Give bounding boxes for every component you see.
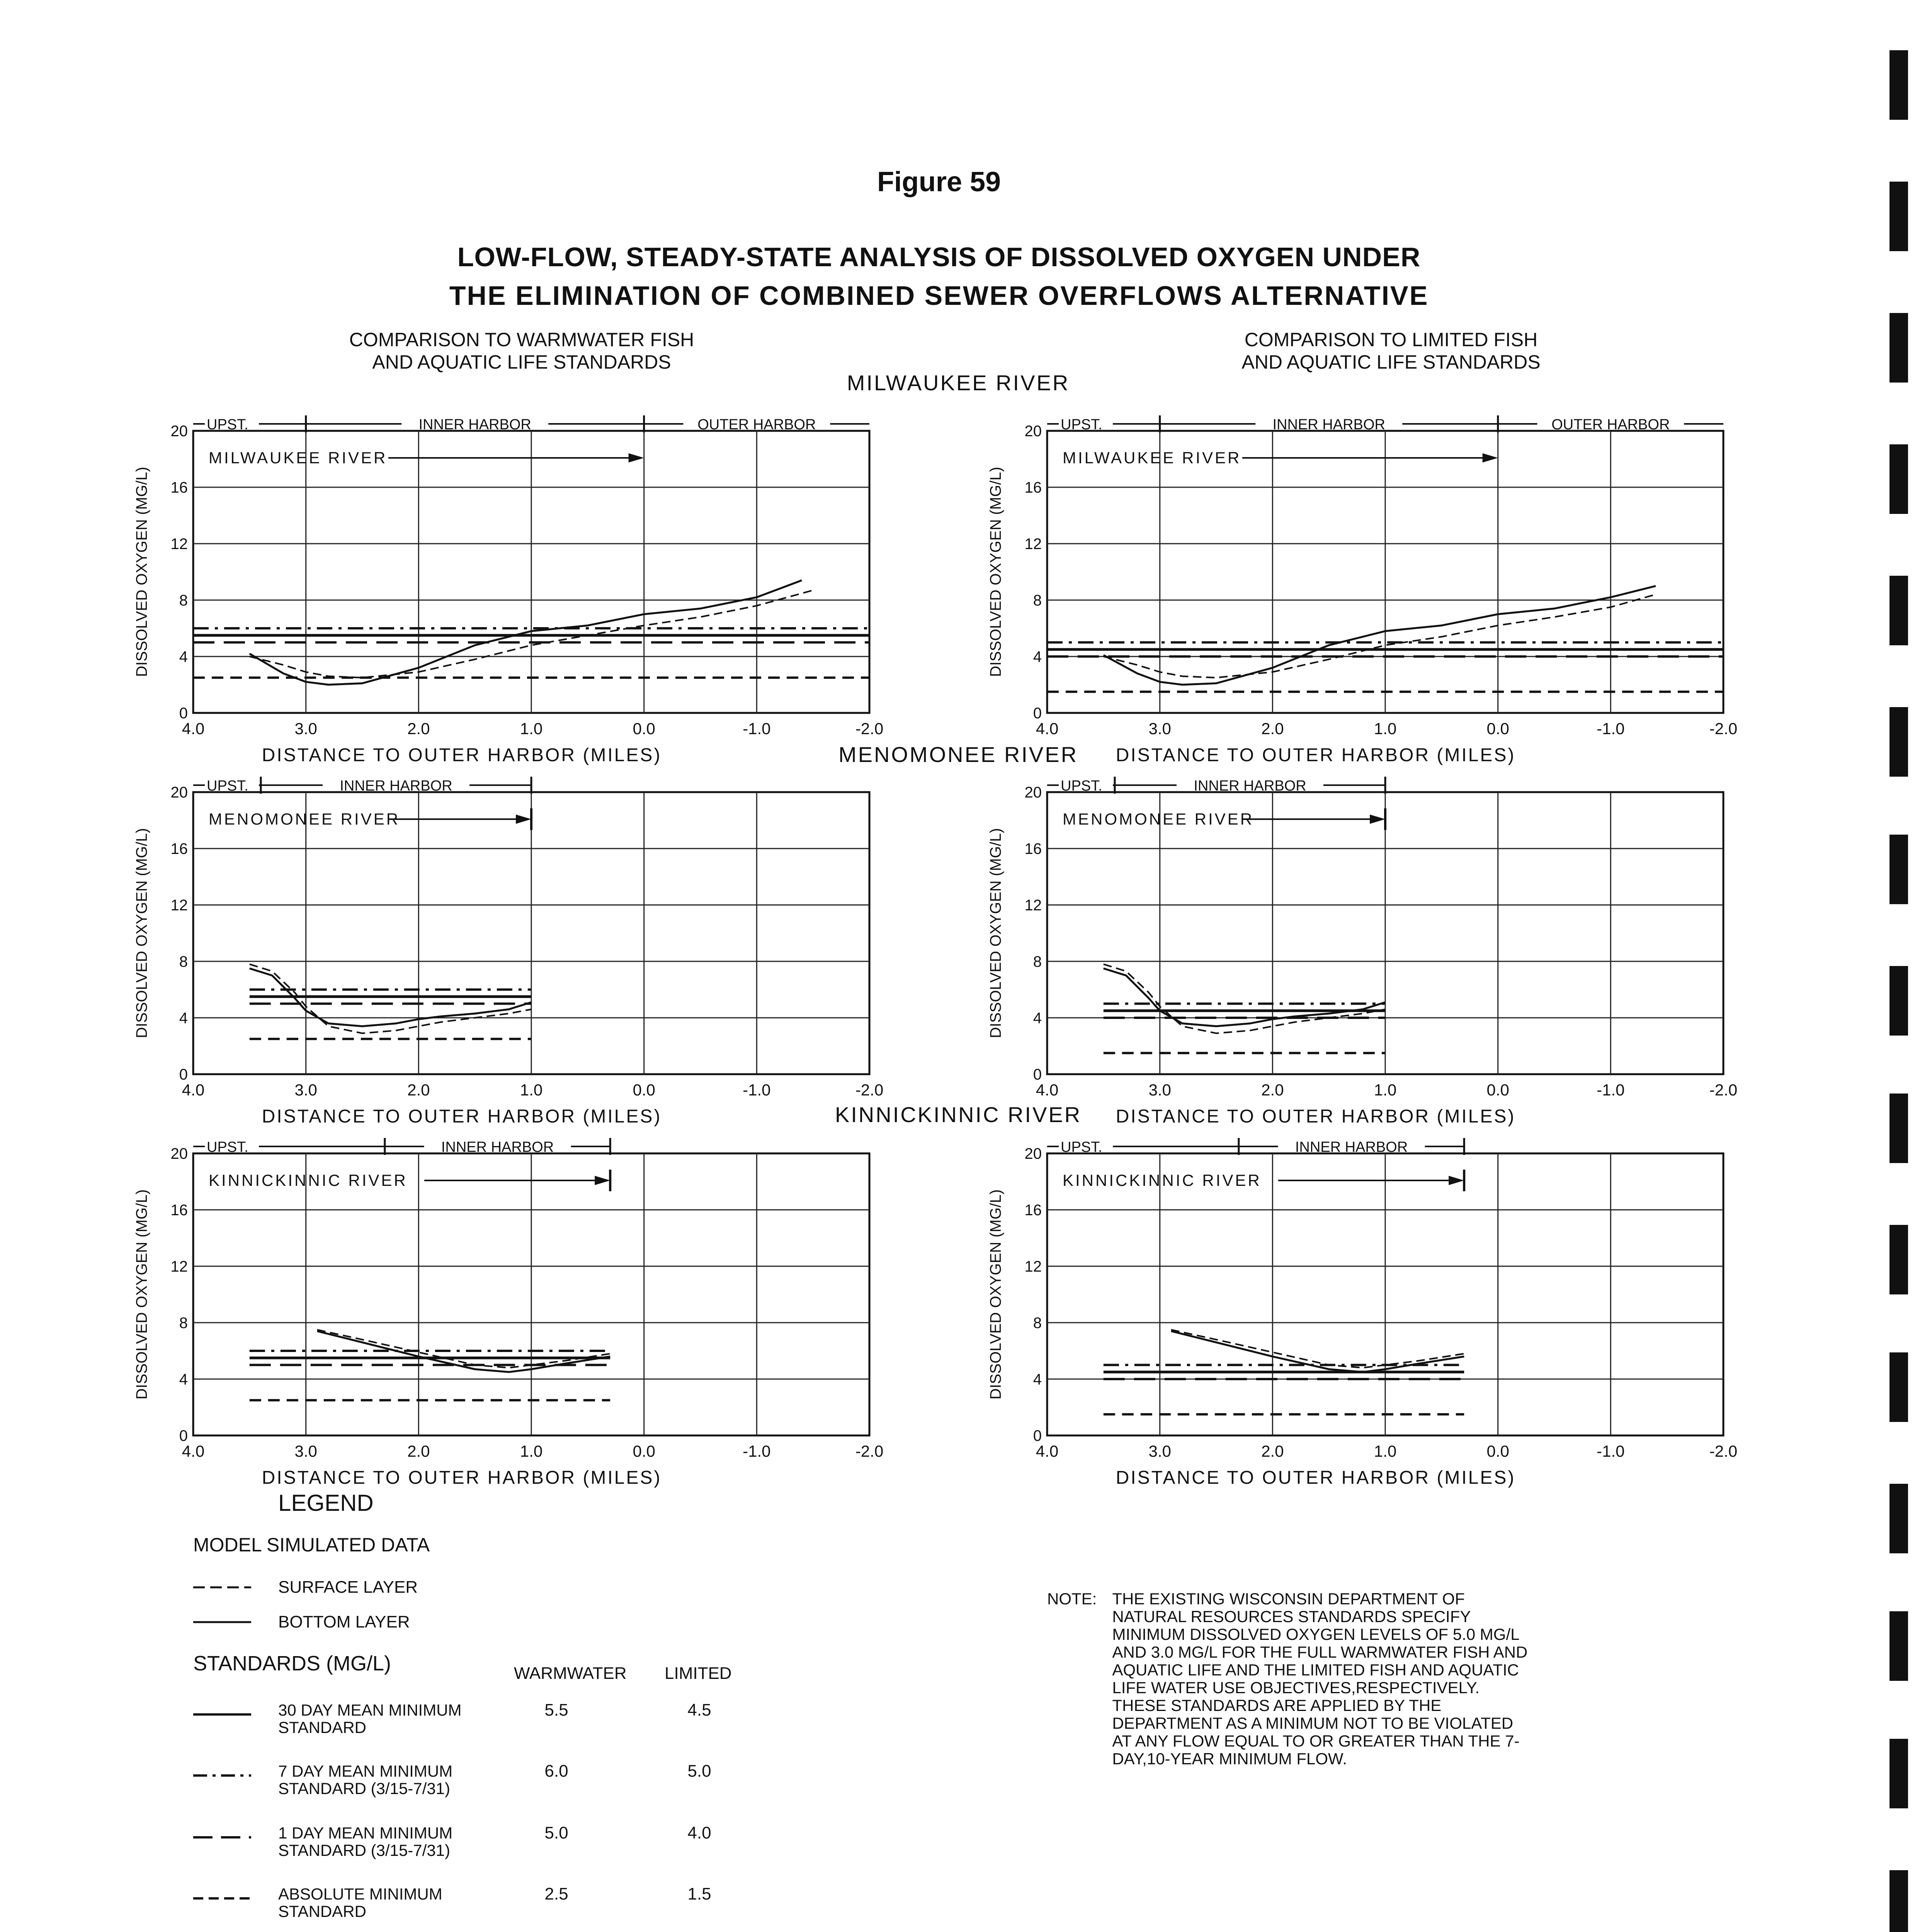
zone-label-upstream: UPST. — [207, 417, 248, 433]
x-tick-label: -2.0 — [855, 719, 884, 738]
binder-mark — [1889, 576, 1908, 645]
y-tick-label: 0 — [179, 1427, 188, 1444]
x-axis-label: DISTANCE TO OUTER HARBOR (MILES) — [262, 1468, 662, 1488]
binder-mark — [1889, 1225, 1908, 1294]
river-arrow-head — [629, 453, 644, 463]
x-tick-label: 3.0 — [294, 1442, 317, 1460]
x-axis-label: DISTANCE TO OUTER HARBOR (MILES) — [1116, 1468, 1516, 1488]
x-tick-label: 1.0 — [520, 1442, 543, 1460]
x-tick-label: 0.0 — [633, 719, 655, 738]
zone-label-inner-harbor: INNER HARBOR — [1272, 417, 1385, 433]
zone-label-upstream: UPST. — [1061, 417, 1102, 433]
legend-absolute-label-2: STANDARD — [278, 1902, 366, 1920]
y-tick-label: 12 — [1024, 897, 1042, 914]
river-arrow-head — [1483, 453, 1498, 463]
limited-heading-line-1: COMPARISON TO LIMITED FISH — [1244, 329, 1538, 350]
chart-menomonee-limited — [985, 771, 1738, 1127]
note-text: THE EXISTING WISCONSIN DEPARTMENT OF NATURAL RESOURCES STANDARDS SPECIFY MINIMUM DISSOLVED OXYGEN LEVELS OF 5.0 MG/L AND 3.0 MG/L FOR THE FULL WARMWATER FISH AND AQUATIC LIFE AND THE LIMITED FISH AND AQUATIC LIFE WATER USE OBJECTIVES,RESPECTIVELY. THESE STANDARDS ARE APPLIED BY THE DEPARTMENT AS A MINIMUM NOT TO BE VIOLATED AT ANY FLOW EQUAL TO OR GREATER THAN THE 7-DAY,10-YEAR MINIMUM FLOW. — [1112, 1590, 1528, 1768]
y-tick-label: 4 — [179, 1010, 188, 1027]
river-name-label: MENOMONEE RIVER — [1063, 810, 1254, 828]
limited-column-heading — [1159, 328, 1623, 373]
series-bottom-layer — [250, 580, 802, 685]
legend-7day-label-2: STANDARD (3/15-7/31) — [278, 1779, 451, 1798]
series-surface-layer — [250, 964, 531, 1033]
x-tick-label: 4.0 — [182, 719, 205, 738]
y-tick-label: 0 — [1033, 705, 1042, 722]
x-tick-label: 3.0 — [1148, 719, 1171, 738]
y-tick-label: 4 — [1033, 1371, 1042, 1388]
x-tick-label: 4.0 — [1036, 719, 1059, 738]
zone-label-outer-harbor: OUTER HARBOR — [697, 417, 816, 433]
x-tick-label: -2.0 — [855, 1081, 884, 1099]
river-name-label: KINNICKINNIC RIVER — [1063, 1171, 1262, 1189]
river-arrow-head — [1449, 1176, 1464, 1185]
legend-7day-limited: 5.0 — [687, 1762, 711, 1781]
binder-mark — [1889, 444, 1908, 514]
y-tick-label: 8 — [1033, 953, 1042, 970]
x-tick-label: -1.0 — [743, 719, 771, 738]
x-tick-label: 2.0 — [407, 1442, 430, 1460]
binder-mark — [1889, 1094, 1908, 1163]
binder-mark — [1889, 1870, 1908, 1932]
y-tick-label: 8 — [1033, 592, 1042, 609]
legend-absolute-label-1: ABSOLUTE MINIMUM — [278, 1885, 442, 1903]
legend-col-limited: LIMITED — [665, 1664, 732, 1683]
x-tick-label: 0.0 — [633, 1081, 655, 1099]
legend-standards-heading: STANDARDS (MG/L) — [193, 1652, 391, 1675]
zone-label-inner-harbor: INNER HARBOR — [418, 417, 531, 433]
river-arrow-head — [516, 815, 531, 824]
series-surface-layer — [1171, 1330, 1464, 1368]
y-tick-label: 16 — [1024, 479, 1042, 496]
x-tick-label: 3.0 — [294, 719, 317, 738]
x-tick-label: -1.0 — [1597, 719, 1625, 738]
y-tick-label: 20 — [170, 784, 188, 801]
series-surface-layer — [1104, 594, 1656, 677]
binder-mark — [1889, 1739, 1908, 1808]
y-axis-label: DISSOLVED OXYGEN (MG/L) — [987, 828, 1004, 1038]
zone-label-outer-harbor: OUTER HARBOR — [1551, 417, 1670, 433]
x-tick-label: -1.0 — [1597, 1442, 1625, 1460]
x-tick-label: -2.0 — [855, 1442, 884, 1460]
y-axis-label: DISSOLVED OXYGEN (MG/L) — [987, 467, 1004, 677]
x-tick-label: 1.0 — [520, 719, 543, 738]
figure-title-line-2: THE ELIMINATION OF COMBINED SEWER OVERFLOWS ALTERNATIVE — [449, 281, 1429, 311]
zone-label-inner-harbor: INNER HARBOR — [441, 1139, 554, 1155]
y-tick-label: 20 — [1024, 1145, 1042, 1162]
binder-mark — [1889, 835, 1908, 904]
river-heading-milwaukee: MILWAUKEE RIVER — [847, 371, 1070, 395]
binder-mark — [1889, 50, 1908, 120]
warmwater-heading-line-1: COMPARISON TO WARMWATER FISH — [349, 329, 694, 350]
legend-col-warmwater: WARMWATER — [514, 1664, 627, 1683]
zone-label-inner-harbor: INNER HARBOR — [340, 778, 452, 794]
y-tick-label: 4 — [179, 1371, 188, 1388]
x-tick-label: 2.0 — [407, 719, 430, 738]
series-surface-layer — [1104, 964, 1385, 1033]
y-tick-label: 0 — [179, 705, 188, 722]
x-tick-label: 2.0 — [1261, 1081, 1284, 1099]
warmwater-heading-line-2: AND AQUATIC LIFE STANDARDS — [372, 351, 671, 373]
legend-1day-label-2: STANDARD (3/15-7/31) — [278, 1841, 451, 1859]
river-name-label: KINNICKINNIC RIVER — [209, 1171, 408, 1189]
x-tick-label: 1.0 — [1374, 719, 1397, 738]
legend-30day-limited: 4.5 — [687, 1701, 711, 1719]
y-tick-label: 20 — [1024, 784, 1042, 801]
zone-label-upstream: UPST. — [1061, 1139, 1102, 1155]
x-tick-label: 1.0 — [1374, 1081, 1397, 1099]
x-axis-label: DISTANCE TO OUTER HARBOR (MILES) — [1116, 745, 1516, 765]
x-tick-label: 2.0 — [1261, 719, 1284, 738]
note-label: NOTE: — [1047, 1590, 1097, 1608]
x-tick-label: 4.0 — [1036, 1442, 1059, 1460]
zone-label-inner-harbor: INNER HARBOR — [1295, 1139, 1408, 1155]
y-axis-label: DISSOLVED OXYGEN (MG/L) — [987, 1189, 1004, 1400]
legend-30day-warm: 5.5 — [544, 1701, 568, 1719]
y-tick-label: 4 — [1033, 648, 1042, 665]
x-axis-label: DISTANCE TO OUTER HARBOR (MILES) — [262, 745, 662, 765]
x-tick-label: -2.0 — [1709, 1081, 1738, 1099]
x-tick-label: 0.0 — [1486, 1442, 1509, 1460]
legend-30day-label-1: 30 DAY MEAN MINIMUM — [278, 1701, 462, 1719]
x-tick-label: 2.0 — [1261, 1442, 1284, 1460]
x-tick-label: 4.0 — [1036, 1081, 1059, 1099]
x-tick-label: 0.0 — [1486, 1081, 1509, 1099]
limited-heading-line-2: AND AQUATIC LIFE STANDARDS — [1242, 351, 1541, 373]
x-tick-label: 3.0 — [1148, 1442, 1171, 1460]
binder-mark — [1889, 707, 1908, 777]
y-tick-label: 20 — [1024, 423, 1042, 440]
chart-kinnickinnic-limited — [985, 1132, 1738, 1488]
x-tick-label: 3.0 — [294, 1081, 317, 1099]
zone-label-upstream: UPST. — [1061, 778, 1102, 794]
x-axis-label: DISTANCE TO OUTER HARBOR (MILES) — [262, 1106, 662, 1127]
y-tick-label: 8 — [179, 953, 188, 970]
x-tick-label: 1.0 — [520, 1081, 543, 1099]
river-arrow-head — [595, 1176, 610, 1185]
x-tick-label: 2.0 — [407, 1081, 430, 1099]
y-tick-label: 12 — [170, 536, 188, 553]
river-name-label: MILWAUKEE RIVER — [1063, 449, 1242, 467]
chart-milwaukee-limited — [985, 410, 1738, 765]
chart-milwaukee-warmwater — [131, 410, 884, 765]
y-tick-label: 12 — [170, 1258, 188, 1275]
y-tick-label: 8 — [179, 592, 188, 609]
zone-label-inner-harbor: INNER HARBOR — [1194, 778, 1306, 794]
legend-absolute-warm: 2.5 — [544, 1884, 568, 1903]
river-heading-menomonee: MENOMONEE RIVER — [838, 742, 1078, 767]
y-tick-label: 4 — [179, 648, 188, 665]
y-axis-label: DISSOLVED OXYGEN (MG/L) — [133, 1189, 150, 1400]
x-tick-label: -2.0 — [1709, 719, 1738, 738]
y-axis-label: DISSOLVED OXYGEN (MG/L) — [133, 828, 150, 1038]
legend-30day-label-2: STANDARD — [278, 1718, 366, 1736]
legend-title: LEGEND — [278, 1490, 374, 1516]
x-tick-label: 1.0 — [1374, 1442, 1397, 1460]
legend-1day-label-1: 1 DAY MEAN MINIMUM — [278, 1824, 453, 1842]
river-arrow-head — [1370, 815, 1385, 824]
y-tick-label: 0 — [179, 1066, 188, 1083]
binder-mark — [1889, 313, 1908, 383]
x-tick-label: 0.0 — [1486, 719, 1509, 738]
y-tick-label: 16 — [1024, 1202, 1042, 1219]
x-tick-label: 0.0 — [633, 1442, 655, 1460]
x-tick-label: 4.0 — [182, 1081, 205, 1099]
y-tick-label: 8 — [1033, 1315, 1042, 1332]
legend-7day-warm: 6.0 — [544, 1762, 568, 1781]
binder-mark — [1889, 182, 1908, 251]
chart-menomonee-warmwater — [131, 771, 884, 1127]
series-bottom-layer — [1104, 586, 1656, 685]
chart-kinnickinnic-warmwater — [131, 1132, 884, 1488]
y-tick-label: 16 — [170, 1202, 188, 1219]
x-tick-label: -1.0 — [743, 1442, 771, 1460]
binder-mark — [1889, 966, 1908, 1036]
warmwater-column-heading — [270, 328, 773, 373]
binder-mark — [1889, 1484, 1908, 1553]
y-tick-label: 12 — [1024, 536, 1042, 553]
y-tick-label: 20 — [170, 423, 188, 440]
y-axis-label: DISSOLVED OXYGEN (MG/L) — [133, 467, 150, 677]
zone-label-upstream: UPST. — [207, 1139, 248, 1155]
note — [1047, 1590, 1549, 1768]
y-tick-label: 4 — [1033, 1010, 1042, 1027]
y-tick-label: 12 — [1024, 1258, 1042, 1275]
legend-1day-warm: 5.0 — [544, 1823, 568, 1842]
figure-number: Figure 59 — [877, 167, 1001, 197]
binder-mark — [1889, 1352, 1908, 1422]
y-tick-label: 16 — [170, 840, 188, 857]
x-tick-label: 4.0 — [182, 1442, 205, 1460]
x-axis-label: DISTANCE TO OUTER HARBOR (MILES) — [1116, 1106, 1516, 1127]
figure-title-line-1: LOW-FLOW, STEADY-STATE ANALYSIS OF DISSOLVED OXYGEN UNDER — [457, 242, 1421, 272]
series-surface-layer — [317, 1330, 610, 1368]
x-tick-label: -1.0 — [743, 1081, 771, 1099]
legend-7day-label-1: 7 DAY MEAN MINIMUM — [278, 1762, 453, 1780]
legend-absolute-limited: 1.5 — [687, 1884, 711, 1903]
zone-label-upstream: UPST. — [207, 778, 248, 794]
legend — [185, 1484, 804, 1932]
legend-bottom-label: BOTTOM LAYER — [278, 1612, 410, 1631]
river-name-label: MENOMONEE RIVER — [209, 810, 400, 828]
river-heading-kinnickinnic: KINNICKINNIC RIVER — [835, 1102, 1082, 1127]
legend-surface-label: SURFACE LAYER — [278, 1578, 418, 1597]
x-tick-label: -2.0 — [1709, 1442, 1738, 1460]
x-tick-label: 3.0 — [1148, 1081, 1171, 1099]
y-tick-label: 8 — [179, 1315, 188, 1332]
river-name-label: MILWAUKEE RIVER — [209, 449, 388, 467]
binder-mark — [1889, 1611, 1908, 1681]
y-tick-label: 0 — [1033, 1427, 1042, 1444]
legend-model-heading: MODEL SIMULATED DATA — [193, 1534, 430, 1556]
x-tick-label: -1.0 — [1597, 1081, 1625, 1099]
y-tick-label: 0 — [1033, 1066, 1042, 1083]
y-tick-label: 20 — [170, 1145, 188, 1162]
y-tick-label: 12 — [170, 897, 188, 914]
legend-1day-limited: 4.0 — [687, 1823, 711, 1842]
y-tick-label: 16 — [170, 479, 188, 496]
y-tick-label: 16 — [1024, 840, 1042, 857]
